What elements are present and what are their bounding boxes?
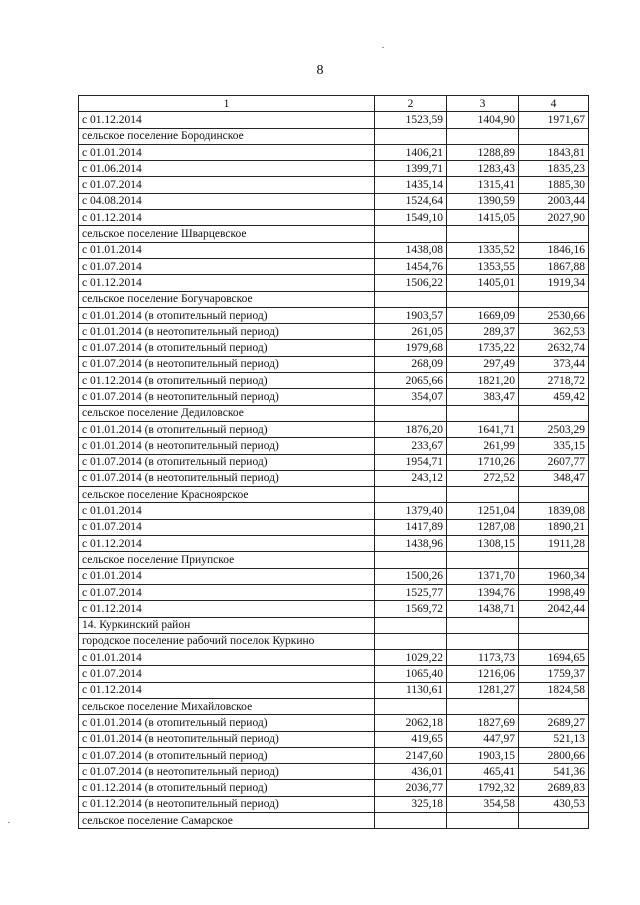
row-label: с 01.01.2014 [79, 650, 375, 666]
value-cell-col2: 2036,77 [375, 780, 447, 796]
value-cell-col3: 289,37 [447, 324, 519, 340]
table-row [79, 764, 589, 780]
row-label: с 04.08.2014 [79, 193, 375, 209]
table-row [79, 128, 589, 144]
value-cell-col4: 1843,81 [519, 144, 589, 160]
table-row [79, 438, 589, 454]
row-label: с 01.07.2014 (в отопительный период) [79, 454, 375, 470]
value-cell-col4: 1919,34 [519, 275, 589, 291]
row-label: с 01.01.2014 (в отопительный период) [79, 421, 375, 437]
value-cell-col3: 1827,69 [447, 715, 519, 731]
value-cell-col2: 436,01 [375, 764, 447, 780]
value-cell-col3: 1173,73 [447, 650, 519, 666]
value-cell-col2 [375, 226, 447, 242]
table-row [79, 373, 589, 389]
table-row [79, 470, 589, 486]
row-label: сельское поселение Красноярское [79, 487, 375, 503]
value-cell-col4 [519, 291, 589, 307]
row-label: сельское поселение Приупское [79, 552, 375, 568]
value-cell-col3: 1287,08 [447, 519, 519, 535]
table-row [79, 161, 589, 177]
row-label: с 01.12.2014 [79, 536, 375, 552]
column-header: 1 [79, 96, 375, 112]
value-cell-col4: 1759,37 [519, 666, 589, 682]
table-row [79, 291, 589, 307]
value-cell-col4: 1890,21 [519, 519, 589, 535]
value-cell-col3: 383,47 [447, 389, 519, 405]
table-row [79, 617, 589, 633]
value-cell-col3 [447, 552, 519, 568]
value-cell-col3: 297,49 [447, 356, 519, 372]
value-cell-col3: 1792,32 [447, 780, 519, 796]
row-label: с 01.06.2014 [79, 161, 375, 177]
value-cell-col2: 1506,22 [375, 275, 447, 291]
value-cell-col4: 362,53 [519, 324, 589, 340]
table-row [79, 780, 589, 796]
row-label: сельское поселение Михайловское [79, 698, 375, 714]
value-cell-col2: 233,67 [375, 438, 447, 454]
table-row [79, 258, 589, 274]
table-row [79, 731, 589, 747]
value-cell-col3 [447, 128, 519, 144]
page-number: 8 [316, 63, 324, 78]
row-label: с 01.01.2014 (в неотопительный период) [79, 438, 375, 454]
value-cell-col3 [447, 617, 519, 633]
table-row [79, 747, 589, 763]
value-cell-col3: 1735,22 [447, 340, 519, 356]
value-cell-col2: 1438,08 [375, 242, 447, 258]
value-cell-col2: 354,07 [375, 389, 447, 405]
value-cell-col4: 521,13 [519, 731, 589, 747]
value-cell-col3 [447, 698, 519, 714]
value-cell-col3 [447, 405, 519, 421]
value-cell-col3 [447, 291, 519, 307]
row-label: сельское поселение Шварцевское [79, 226, 375, 242]
table-row [79, 568, 589, 584]
value-cell-col2 [375, 405, 447, 421]
value-cell-col4: 541,36 [519, 764, 589, 780]
value-cell-col2: 261,05 [375, 324, 447, 340]
value-cell-col2 [375, 813, 447, 829]
value-cell-col2: 1065,40 [375, 666, 447, 682]
table-row [79, 650, 589, 666]
row-label: с 01.12.2014 (в отопительный период) [79, 780, 375, 796]
value-cell-col4: 2530,66 [519, 307, 589, 323]
row-label: с 01.07.2014 (в отопительный период) [79, 747, 375, 763]
table-row [79, 389, 589, 405]
table-row [79, 552, 589, 568]
value-cell-col4: 1885,30 [519, 177, 589, 193]
value-cell-col4: 373,44 [519, 356, 589, 372]
value-cell-col4 [519, 633, 589, 649]
value-cell-col3: 1281,27 [447, 682, 519, 698]
row-label: сельское поселение Богучаровское [79, 291, 375, 307]
table-row [79, 210, 589, 226]
value-cell-col2: 1406,21 [375, 144, 447, 160]
value-cell-col4: 2689,27 [519, 715, 589, 731]
value-cell-col4: 430,53 [519, 796, 589, 812]
value-cell-col3: 1903,15 [447, 747, 519, 763]
tariff-table [78, 95, 589, 829]
value-cell-col4: 2503,29 [519, 421, 589, 437]
value-cell-col3: 1390,59 [447, 193, 519, 209]
value-cell-col3: 1669,09 [447, 307, 519, 323]
row-label: с 01.01.2014 (в неотопительный период) [79, 731, 375, 747]
value-cell-col3: 1251,04 [447, 503, 519, 519]
value-cell-col4 [519, 698, 589, 714]
value-cell-col2 [375, 552, 447, 568]
row-label: с 01.12.2014 [79, 275, 375, 291]
value-cell-col2 [375, 128, 447, 144]
value-cell-col2: 1954,71 [375, 454, 447, 470]
value-cell-col2: 1438,96 [375, 536, 447, 552]
table-row [79, 356, 589, 372]
column-header: 4 [519, 96, 589, 112]
value-cell-col3 [447, 226, 519, 242]
value-cell-col4: 1694,65 [519, 650, 589, 666]
value-cell-col2 [375, 291, 447, 307]
column-header: 3 [447, 96, 519, 112]
value-cell-col3 [447, 633, 519, 649]
row-label: с 01.07.2014 (в неотопительный период) [79, 356, 375, 372]
value-cell-col3: 1405,01 [447, 275, 519, 291]
value-cell-col2 [375, 487, 447, 503]
row-label: с 01.07.2014 [79, 177, 375, 193]
value-cell-col2: 1417,89 [375, 519, 447, 535]
value-cell-col3: 1641,71 [447, 421, 519, 437]
value-cell-col3: 1710,26 [447, 454, 519, 470]
table-row [79, 487, 589, 503]
row-label: с 01.07.2014 (в неотопительный период) [79, 389, 375, 405]
value-cell-col4 [519, 226, 589, 242]
value-cell-col2: 2062,18 [375, 715, 447, 731]
row-label: с 01.07.2014 (в неотопительный период) [79, 470, 375, 486]
table-row [79, 682, 589, 698]
value-cell-col4: 2718,72 [519, 373, 589, 389]
value-cell-col4: 2003,44 [519, 193, 589, 209]
value-cell-col3: 1216,06 [447, 666, 519, 682]
value-cell-col4: 1998,49 [519, 584, 589, 600]
table-row [79, 584, 589, 600]
value-cell-col3: 1404,90 [447, 112, 519, 128]
value-cell-col4: 1911,28 [519, 536, 589, 552]
value-cell-col2 [375, 633, 447, 649]
table-row [79, 193, 589, 209]
table-row [79, 144, 589, 160]
value-cell-col4: 2632,74 [519, 340, 589, 356]
row-label: с 01.01.2014 [79, 503, 375, 519]
value-cell-col2: 1523,59 [375, 112, 447, 128]
value-cell-col2: 1549,10 [375, 210, 447, 226]
value-cell-col3: 1288,89 [447, 144, 519, 160]
value-cell-col3: 354,58 [447, 796, 519, 812]
value-cell-col4: 2607,77 [519, 454, 589, 470]
row-label: сельское поселение Самарское [79, 813, 375, 829]
table-row [79, 536, 589, 552]
table-row [79, 242, 589, 258]
value-cell-col2: 1524,64 [375, 193, 447, 209]
value-cell-col2: 268,09 [375, 356, 447, 372]
row-label: сельское поселение Бородинское [79, 128, 375, 144]
table-row [79, 633, 589, 649]
row-label: с 01.01.2014 [79, 144, 375, 160]
row-label: с 01.07.2014 (в неотопительный период) [79, 764, 375, 780]
value-cell-col2: 2065,66 [375, 373, 447, 389]
value-cell-col2: 1130,61 [375, 682, 447, 698]
row-label: с 01.12.2014 [79, 112, 375, 128]
row-label: городское поселение рабочий поселок Куркино [79, 633, 375, 649]
value-cell-col4 [519, 128, 589, 144]
value-cell-col2 [375, 617, 447, 633]
row-label: с 01.01.2014 (в отопительный период) [79, 715, 375, 731]
value-cell-col4 [519, 813, 589, 829]
value-cell-col2: 1454,76 [375, 258, 447, 274]
table-row [79, 324, 589, 340]
value-cell-col3: 1283,43 [447, 161, 519, 177]
table-row [79, 666, 589, 682]
value-cell-col2: 1569,72 [375, 601, 447, 617]
table-row [79, 340, 589, 356]
value-cell-col4: 1960,34 [519, 568, 589, 584]
value-cell-col4 [519, 552, 589, 568]
table-row [79, 112, 589, 128]
value-cell-col4: 1867,88 [519, 258, 589, 274]
row-label: с 01.07.2014 [79, 584, 375, 600]
value-cell-col2: 2147,60 [375, 747, 447, 763]
value-cell-col2: 419,65 [375, 731, 447, 747]
table-row [79, 601, 589, 617]
value-cell-col2: 1876,20 [375, 421, 447, 437]
value-cell-col2: 1903,57 [375, 307, 447, 323]
value-cell-col2: 1500,26 [375, 568, 447, 584]
value-cell-col3: 1438,71 [447, 601, 519, 617]
value-cell-col3: 465,41 [447, 764, 519, 780]
row-label: с 01.12.2014 (в отопительный период) [79, 373, 375, 389]
table-row [79, 177, 589, 193]
value-cell-col4: 2027,90 [519, 210, 589, 226]
value-cell-col4: 335,15 [519, 438, 589, 454]
value-cell-col3: 1335,52 [447, 242, 519, 258]
value-cell-col3: 1371,70 [447, 568, 519, 584]
value-cell-col2: 1525,77 [375, 584, 447, 600]
row-label: с 01.01.2014 (в отопительный период) [79, 307, 375, 323]
table-row [79, 275, 589, 291]
value-cell-col2: 1379,40 [375, 503, 447, 519]
row-label: с 01.01.2014 [79, 568, 375, 584]
table-row [79, 307, 589, 323]
scan-speck [382, 47, 384, 48]
value-cell-col2: 1435,14 [375, 177, 447, 193]
value-cell-col2 [375, 698, 447, 714]
table-row [79, 519, 589, 535]
value-cell-col4: 1835,23 [519, 161, 589, 177]
row-label: с 01.01.2014 [79, 242, 375, 258]
row-label: с 01.12.2014 [79, 682, 375, 698]
table-row [79, 715, 589, 731]
scan-speck [8, 822, 10, 823]
value-cell-col4 [519, 617, 589, 633]
table-row [79, 698, 589, 714]
value-cell-col4: 1824,58 [519, 682, 589, 698]
value-cell-col2: 243,12 [375, 470, 447, 486]
value-cell-col4: 1971,67 [519, 112, 589, 128]
table-body [79, 112, 589, 829]
column-header: 2 [375, 96, 447, 112]
value-cell-col2: 325,18 [375, 796, 447, 812]
value-cell-col4: 2689,83 [519, 780, 589, 796]
value-cell-col3: 1821,20 [447, 373, 519, 389]
value-cell-col3: 1353,55 [447, 258, 519, 274]
value-cell-col3: 261,99 [447, 438, 519, 454]
value-cell-col2: 1399,71 [375, 161, 447, 177]
row-label: с 01.07.2014 [79, 519, 375, 535]
header-row [79, 96, 589, 112]
table-row [79, 405, 589, 421]
value-cell-col4: 348,47 [519, 470, 589, 486]
row-label: сельское поселение Дедиловское [79, 405, 375, 421]
table-row [79, 796, 589, 812]
value-cell-col4 [519, 405, 589, 421]
row-label: с 01.12.2014 [79, 210, 375, 226]
row-label: 14. Куркинский район [79, 617, 375, 633]
table-row [79, 503, 589, 519]
value-cell-col4: 1839,08 [519, 503, 589, 519]
table-row [79, 813, 589, 829]
table-row [79, 454, 589, 470]
value-cell-col2: 1029,22 [375, 650, 447, 666]
value-cell-col3: 447,97 [447, 731, 519, 747]
row-label: с 01.07.2014 [79, 666, 375, 682]
value-cell-col4: 2042,44 [519, 601, 589, 617]
row-label: с 01.01.2014 (в неотопительный период) [79, 324, 375, 340]
row-label: с 01.12.2014 (в неотопительный период) [79, 796, 375, 812]
value-cell-col3: 1315,41 [447, 177, 519, 193]
row-label: с 01.07.2014 (в отопительный период) [79, 340, 375, 356]
row-label: с 01.07.2014 [79, 258, 375, 274]
value-cell-col4 [519, 487, 589, 503]
value-cell-col3: 1415,05 [447, 210, 519, 226]
table-row [79, 226, 589, 242]
value-cell-col3: 1308,15 [447, 536, 519, 552]
value-cell-col4: 1846,16 [519, 242, 589, 258]
value-cell-col3 [447, 813, 519, 829]
value-cell-col4: 2800,66 [519, 747, 589, 763]
value-cell-col2: 1979,68 [375, 340, 447, 356]
row-label: с 01.12.2014 [79, 601, 375, 617]
value-cell-col3: 1394,76 [447, 584, 519, 600]
value-cell-col3 [447, 487, 519, 503]
value-cell-col4: 459,42 [519, 389, 589, 405]
value-cell-col3: 272,52 [447, 470, 519, 486]
table-row [79, 421, 589, 437]
